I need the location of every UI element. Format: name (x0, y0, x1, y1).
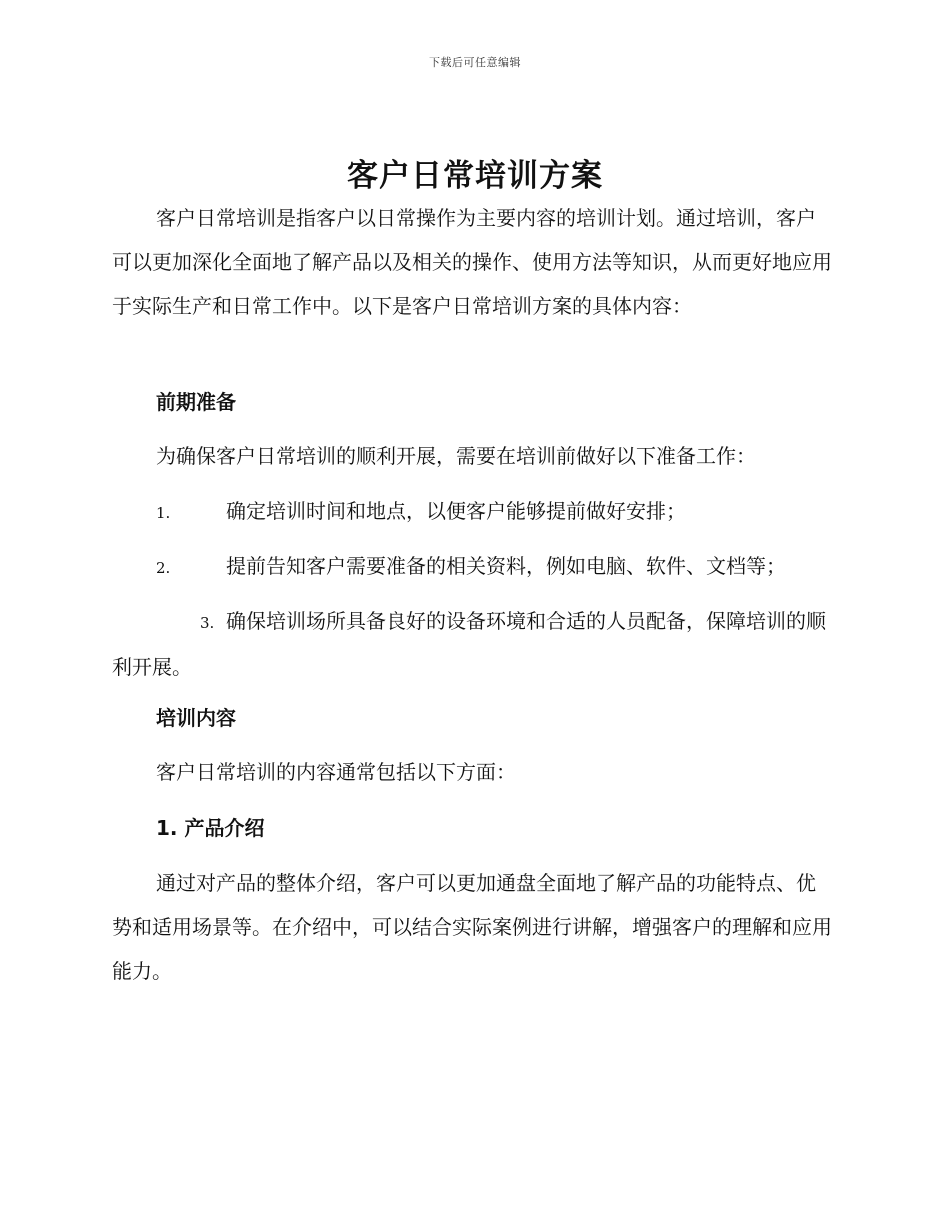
list-number: 3. (200, 614, 215, 632)
list-item-text: 确保培训场所具备良好的设备环境和合适的人员配备，保障培训的顺利开展。 (112, 609, 826, 679)
section-heading-content: 培训内容 (156, 706, 236, 730)
list-item (156, 544, 832, 590)
document-title: 客户日常培训方案 (347, 158, 603, 194)
content-lead: 客户日常培训的内容通常包括以下方面： (156, 760, 516, 784)
product-intro-paragraph: 通过对产品的整体介绍，客户可以更加通盘全面地了解产品的功能特点、优势和适用场景等。在介绍中，可以结合实际案例进行讲解，增强客户的理解和应用能力。 (112, 871, 832, 983)
header-note: 下载后可任意编辑 (429, 56, 521, 69)
list-number: 2. (156, 559, 171, 577)
list-number: 1. (156, 504, 171, 522)
preparation-lead: 为确保客户日常培训的顺利开展，需要在培训前做好以下准备工作： (156, 444, 756, 468)
list-item (112, 599, 832, 689)
list-item (156, 489, 832, 535)
intro-paragraph: 客户日常培训是指客户以日常操作为主要内容的培训计划。通过培训，客户可以更加深化全面地了解产品以及相关的操作、使用方法等知识，从而更好地应用于实际生产和日常工作中。以下是客户日常培训方案的具体内容： (112, 206, 832, 318)
list-item-text: 提前告知客户需要准备的相关资料，例如电脑、软件、文档等； (226, 554, 786, 578)
list-item-text: 确定培训时间和地点，以便客户能够提前做好安排； (226, 499, 686, 523)
subsection-heading-product-intro: 1. 产品介绍 (156, 816, 265, 840)
section-heading-preparation: 前期准备 (156, 390, 236, 414)
